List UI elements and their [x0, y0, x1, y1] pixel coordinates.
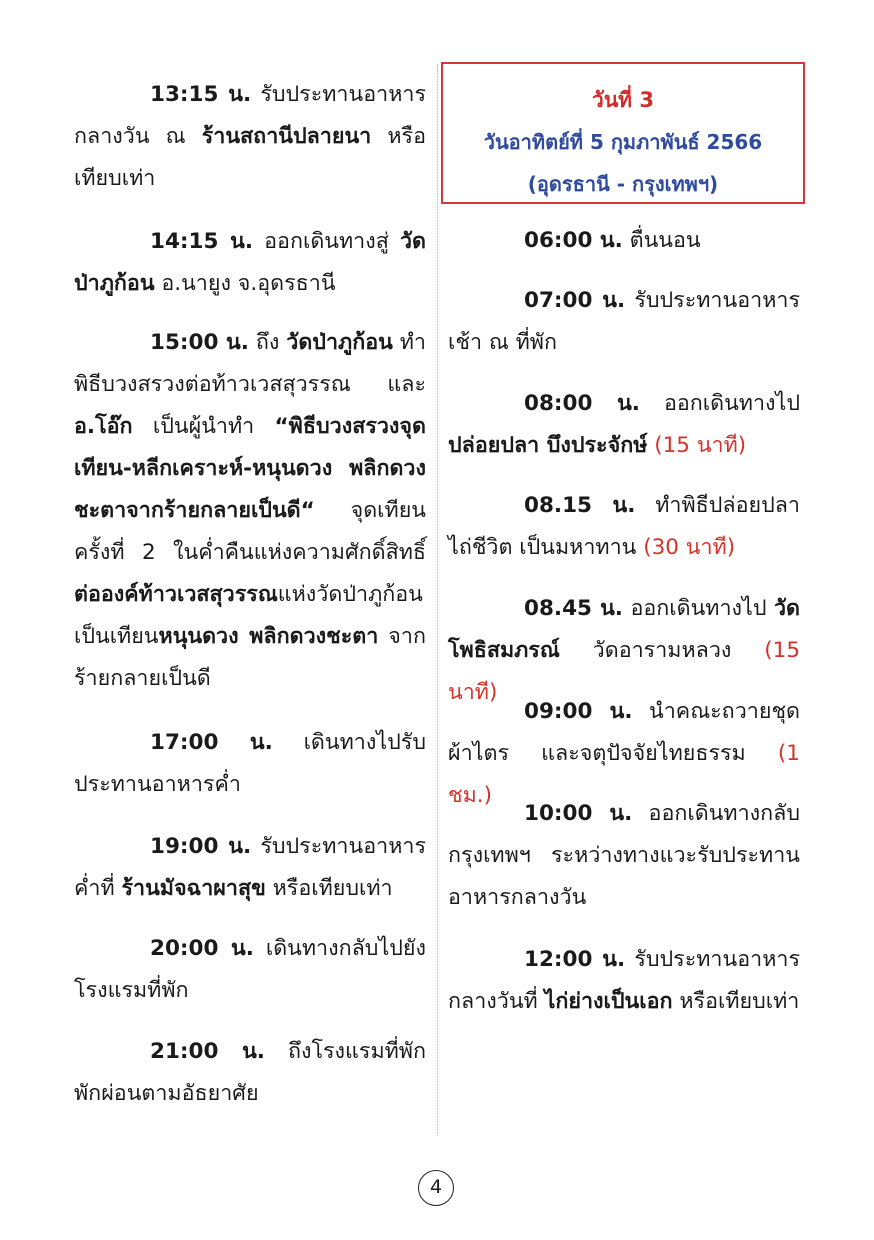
schedule-text: หรือเทียบเท่า [672, 989, 800, 1014]
schedule-time: 20:00 น. [150, 936, 254, 961]
place-name: วัดป่าภูก้อน [286, 330, 393, 355]
schedule-time: 12:00 น. [524, 947, 626, 972]
schedule-time: 10:00 น. [524, 801, 633, 826]
schedule-text: รับประทานอาหารกลางวันที่ [448, 947, 800, 1014]
schedule-text: รับประทานอาหารเช้า ณ ที่พัก [448, 288, 800, 355]
schedule-entry [448, 485, 800, 569]
schedule-entry [448, 939, 800, 1023]
schedule-text: ออกเดินทางสู่ [253, 229, 400, 254]
schedule-text: ออกเดินทางกลับกรุงเทพฯ ระหว่างทางแวะรับประทานอาหารกลางวัน [448, 801, 800, 910]
schedule-text: เป็นผู้นำทำ [132, 414, 275, 439]
schedule-text: จากร้ายกลายเป็นดี [74, 624, 426, 691]
schedule-text: ออกเดินทางไป [622, 596, 774, 621]
schedule-entry [448, 793, 800, 919]
place-name: วัดป่าภูก้อน [74, 229, 426, 296]
day-header-box [441, 62, 805, 204]
schedule-text: เดินทางกลับไปยังโรงแรมที่พัก [74, 936, 426, 1003]
schedule-text: ทำพิธีบวงสรวงต่อท้าวเวสสุวรรณ และ [74, 330, 426, 397]
schedule-entry [74, 322, 426, 700]
schedule-time: 06:00 น. [524, 228, 623, 253]
duration-note: (15 นาที) [448, 638, 800, 705]
schedule-time: 09:00 น. [524, 699, 633, 724]
schedule-entry [74, 826, 426, 910]
place-name: “พิธีบวงสรวงจุดเทียน-หลีกเคราะห์-หนุนดวง พลิกดวงชะตาจากร้ายกลายเป็นดี“ [74, 414, 426, 523]
schedule-time: 13:15 น. [150, 82, 252, 107]
schedule-time: 17:00 น. [150, 730, 273, 755]
day-title: วันที่ 3 [592, 88, 654, 112]
day-date: วันอาทิตย์ที่ 5 กุมภาพันธ์ 2566 [483, 130, 763, 154]
schedule-time: 08:00 น. [524, 391, 640, 416]
schedule-entry [448, 280, 800, 364]
schedule-time: 08.15 น. [524, 493, 636, 518]
schedule-time: 14:15 น. [150, 229, 254, 254]
schedule-text: นำคณะถวายชุดผ้าไตร และจตุปัจจัยไทยธรรม [448, 699, 800, 766]
schedule-entry [74, 221, 426, 305]
schedule-entry [74, 928, 426, 1012]
schedule-text: อ.นายูง จ.อุดรธานี [154, 271, 336, 296]
place-name: ปล่อยปลา บึงประจักษ์ [448, 433, 648, 458]
schedule-time: 07:00 น. [524, 288, 626, 313]
schedule-text: รับประทานอาหารค่ำที่ [74, 834, 426, 901]
schedule-text: วัดอารามหลวง [559, 638, 765, 663]
schedule-time: 21:00 น. [150, 1039, 265, 1064]
schedule-text: ถึง [248, 330, 287, 355]
place-name: อ.โอ๊ก [74, 414, 133, 439]
schedule-time: 19:00 น. [150, 834, 252, 859]
schedule-text: ตื่นนอน [622, 228, 701, 253]
place-name: ไก่ย่างเป็นเอก [544, 989, 673, 1014]
place-name: ต่อองค์ท้าวเวสสุวรรณ [74, 582, 278, 607]
schedule-time: 15:00 น. [150, 330, 249, 355]
schedule-entry [448, 220, 800, 262]
schedule-text: ออกเดินทางไป [639, 391, 800, 416]
schedule-text: หรือเทียบเท่า [74, 124, 426, 191]
schedule-entry [448, 383, 800, 467]
schedule-text: แห่งวัดป่าภูก้อน เป็นเทียน [74, 582, 423, 649]
place-name: วัดโพธิสมภรณ์ [448, 596, 800, 663]
schedule-text: จุดเทียนครั้งที่ 2 ในค่ำคืนแห่งความศักดิ์สิทธิ์ [74, 498, 426, 565]
duration-note: (15 นาที) [654, 433, 747, 458]
duration-note: (30 นาที) [643, 535, 736, 560]
schedule-text: ทำพิธีปล่อยปลา ไถ่ชีวิต เป็นมหาทาน [448, 493, 800, 560]
schedule-text: หรือเทียบเท่า [265, 876, 393, 901]
page-number: 4 [418, 1170, 454, 1206]
duration-note: (1 ชม.) [448, 741, 800, 808]
schedule-entry [74, 722, 426, 806]
schedule-time: 08.45 น. [524, 596, 623, 621]
day-route: (อุดรธานี - กรุงเทพฯ) [527, 172, 719, 196]
column-divider [437, 64, 438, 1136]
place-name: ร้านสถานีปลายนา [201, 124, 372, 149]
place-name: หนุนดวง พลิกดวงชะตา [158, 624, 379, 649]
schedule-entry [74, 1031, 426, 1115]
schedule-text: เดินทางไปรับประทานอาหารค่ำ [74, 730, 426, 797]
schedule-text: รับประทานอาหารกลางวัน ณ [74, 82, 426, 149]
schedule-entry [74, 74, 426, 200]
place-name: ร้านมัจฉาผาสุข [121, 876, 266, 901]
schedule-text: ถึงโรงแรมที่พัก พักผ่อนตามอัธยาศัย [74, 1039, 426, 1106]
